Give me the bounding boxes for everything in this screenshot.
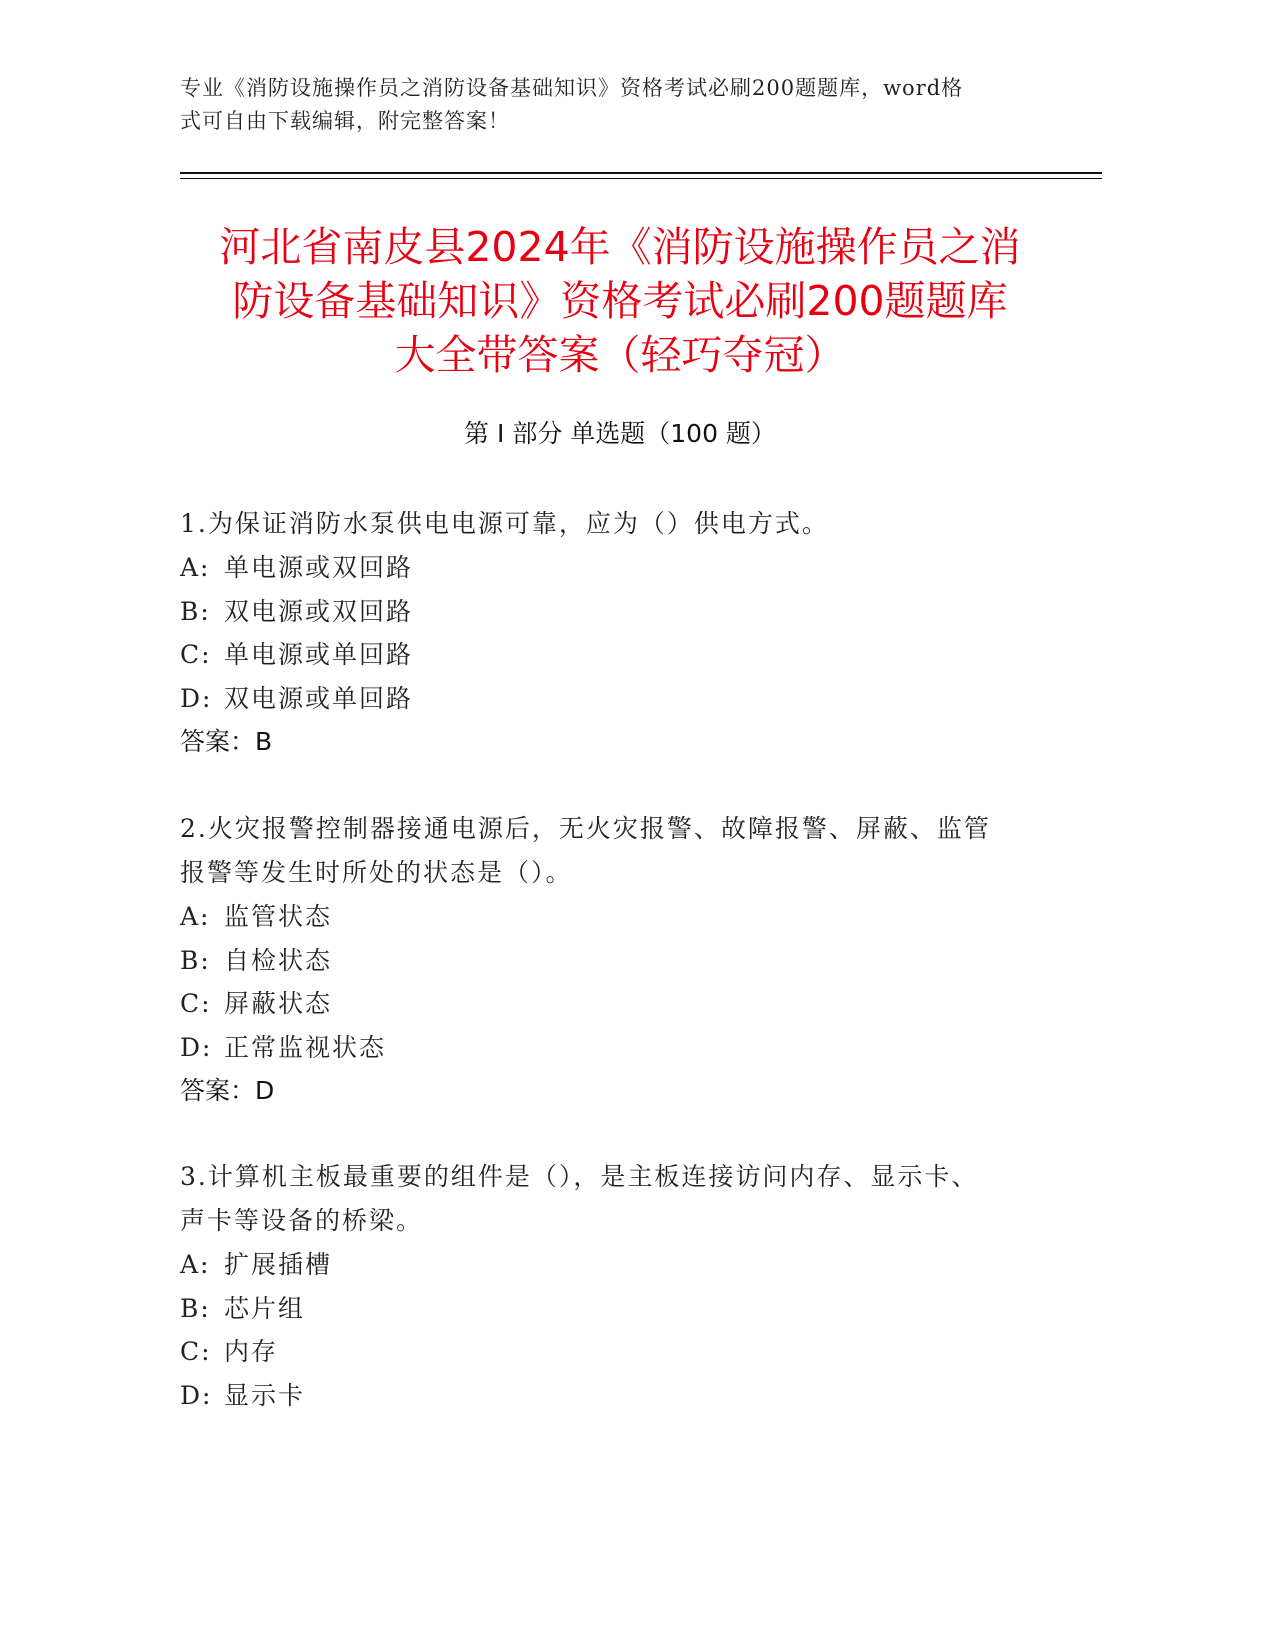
question-stem-line: 2.火灾报警控制器接通电源后，无火灾报警、故障报警、屏蔽、监管: [180, 814, 991, 843]
option-key: A:: [180, 553, 211, 582]
option-item: [180, 939, 1060, 983]
question-stem-line: 声卡等设备的桥梁。: [180, 1206, 424, 1235]
title-line: 大全带答案（轻巧夺冠）: [394, 331, 846, 379]
option-item: [180, 1330, 1060, 1374]
option-item: [180, 633, 1060, 677]
option-text: 单电源或双回路: [224, 553, 414, 582]
option-item: [180, 677, 1060, 721]
option-text: 扩展插槽: [224, 1250, 333, 1279]
option-item: [180, 1287, 1060, 1331]
header-note-line: 式可自由下载编辑，附完整答案！: [180, 109, 510, 133]
option-item: [180, 590, 1060, 634]
option-item: [180, 895, 1060, 939]
option-text: 内存: [224, 1337, 279, 1366]
answer-line: 答案：B: [180, 727, 273, 756]
option-item: [180, 1026, 1060, 1070]
option-text: 显示卡: [224, 1380, 306, 1410]
header-divider-thin: [180, 178, 1102, 179]
question-block: [180, 1155, 1060, 1417]
question-block: [180, 807, 1060, 1113]
option-item: [180, 1243, 1060, 1287]
option-key: A:: [180, 1250, 211, 1279]
option-key: C:: [180, 989, 212, 1018]
question-stem: [180, 502, 1060, 546]
option-text: 芯片组: [224, 1293, 306, 1323]
option-text: 单电源或单回路: [224, 640, 414, 669]
option-item: [180, 546, 1060, 590]
option-key: D:: [180, 683, 213, 713]
question-stem-line: 报警等发生时所处的状态是（）。: [180, 858, 573, 887]
option-key: D:: [180, 1380, 213, 1410]
answer-line: 答案：D: [180, 1076, 275, 1105]
header-note-line: 专业《消防设施操作员之消防设备基础知识》资格考试必刷200题题库，word格: [180, 76, 964, 100]
header-note: [180, 72, 1060, 138]
title-line: 河北省南皮县2024年《消防设施操作员之消: [219, 223, 1021, 271]
option-text: 屏蔽状态: [224, 989, 333, 1018]
option-text: 双电源或双回路: [224, 596, 414, 626]
option-key: D:: [180, 1032, 213, 1062]
option-text: 双电源或单回路: [224, 683, 414, 713]
option-text: 监管状态: [224, 902, 333, 931]
question-stem-line: 1.为保证消防水泵供电电源可靠，应为（）供电方式。: [180, 509, 829, 538]
question-stem-line: 3.计算机主板最重要的组件是（），是主板连接访问内存、显示卡、: [180, 1162, 979, 1191]
option-key: B:: [180, 1293, 211, 1323]
option-text: 自检状态: [224, 945, 333, 975]
question-stem: [180, 1155, 1060, 1243]
option-key: A:: [180, 902, 211, 931]
title-line: 防设备基础知识》资格考试必刷200题题库: [232, 277, 1008, 325]
question-stem: [180, 807, 1060, 895]
question-block: [180, 502, 1060, 764]
option-key: C:: [180, 640, 212, 669]
section-heading: 第 I 部分 单选题（100 题）: [464, 419, 776, 448]
document-title: [180, 220, 1060, 382]
header-divider-thick: [180, 172, 1102, 174]
option-item: [180, 1374, 1060, 1418]
option-key: B:: [180, 596, 211, 626]
option-item: [180, 982, 1060, 1026]
option-key: C:: [180, 1337, 212, 1366]
option-text: 正常监视状态: [224, 1032, 387, 1062]
option-key: B:: [180, 945, 211, 975]
